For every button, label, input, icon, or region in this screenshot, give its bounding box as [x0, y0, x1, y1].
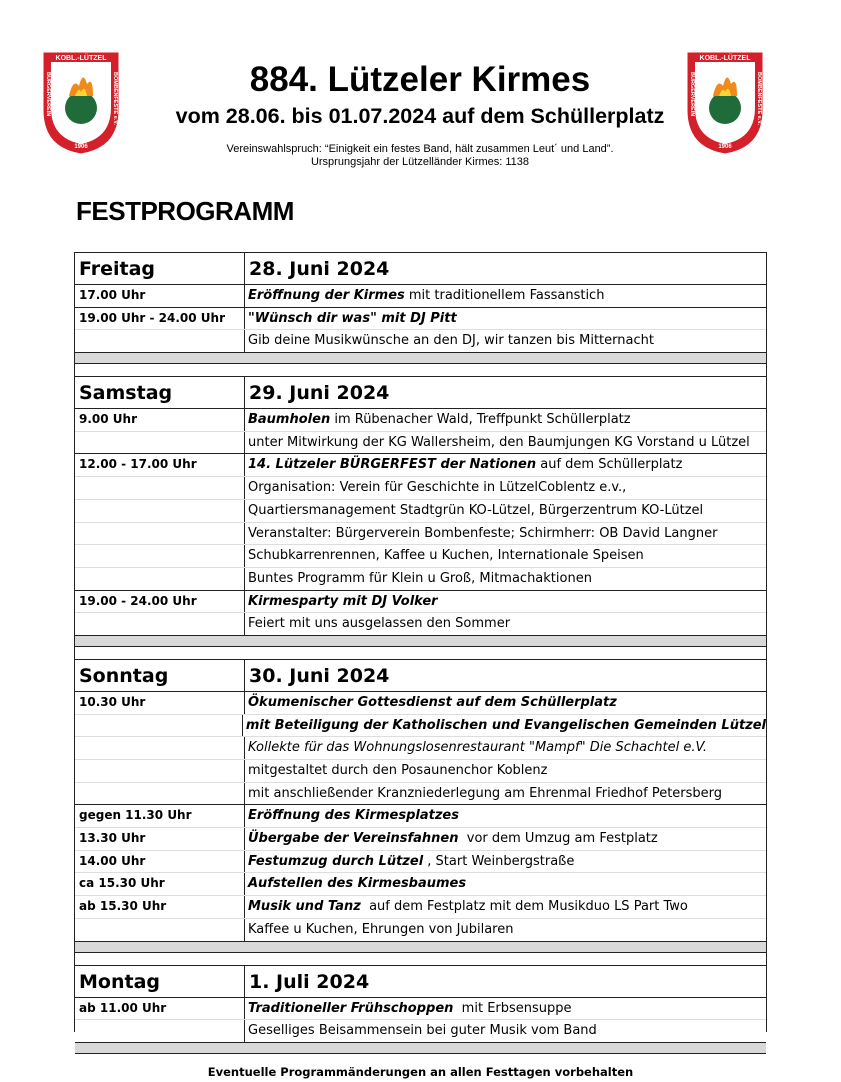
time-cell [75, 432, 245, 454]
day-block [75, 253, 766, 364]
event-title: Eröffnung des Kirmesplatzes [248, 808, 459, 824]
program-row [75, 523, 766, 546]
event-detail: Buntes Programm für Klein u Groß, Mitmachaktionen [248, 570, 592, 586]
program-row [75, 409, 766, 432]
event-title: Eröffnung der Kirmes [248, 288, 405, 303]
time-cell: 19.00 Uhr - 24.00 Uhr [75, 308, 245, 330]
program-row [75, 851, 766, 874]
event-title: Traditioneller Frühschoppen [248, 1000, 454, 1016]
day-header [75, 966, 766, 998]
event-title: Ökumenischer Gottesdienst auf dem Schüllerplatz [248, 694, 617, 710]
program-row [75, 330, 766, 353]
motto-text: Vereinswahlspruch: “Einigkeit ein festes Band, hält zusammen Leut´ und Land”. [226, 143, 614, 155]
event-detail: Gib deine Musikwünsche an den DJ, wir tanzen bis Mitternacht [248, 333, 654, 349]
time-cell: 19.00 - 24.00 Uhr [75, 591, 245, 613]
event-cell [245, 500, 766, 522]
event-detail: auf dem Festplatz mit dem Musikduo LS Part Two [360, 899, 688, 915]
event-cell [245, 477, 766, 499]
time-cell [75, 760, 245, 782]
event-cell [245, 523, 766, 545]
event-cell [245, 330, 766, 352]
event-detail: , Start Weinbergstraße [423, 853, 575, 869]
day-header [75, 660, 766, 692]
program-row [75, 715, 766, 738]
time-cell [75, 545, 245, 567]
event-title: Baumholen [248, 412, 331, 428]
event-cell [245, 919, 766, 941]
svg-text:KOBL.-LÜTZEL: KOBL.-LÜTZEL [55, 55, 107, 62]
event-cell [245, 285, 766, 307]
time-cell [75, 330, 245, 352]
time-cell: gegen 11.30 Uhr [75, 805, 245, 827]
event-detail: Kaffee u Kuchen, Ehrungen von Jubilaren [248, 921, 514, 937]
day-spacer [75, 364, 766, 377]
event-title: mit Beteiligung der Katholischen und Evangelischen Gemeinden Lützel [245, 717, 766, 733]
program-row [75, 737, 766, 760]
day-name: Freitag [75, 253, 245, 284]
time-cell: 14.00 Uhr [75, 851, 245, 873]
program-row [75, 591, 766, 614]
time-cell: 9.00 Uhr [75, 409, 245, 431]
program-table [74, 252, 767, 1079]
event-cell [245, 1020, 766, 1042]
program-row [75, 545, 766, 568]
svg-text:BÜRGERVEREIN: BÜRGERVEREIN [689, 72, 695, 117]
time-cell: ab 11.00 Uhr [75, 998, 245, 1020]
program-row [75, 998, 766, 1021]
day-header [75, 253, 766, 285]
program-row [75, 308, 766, 331]
event-cell [245, 760, 766, 782]
event-title: 14. Lützeler BÜRGERFEST der Nationen [248, 457, 537, 473]
svg-text:1906: 1906 [718, 144, 732, 150]
event-note: Kollekte für das Wohnungslosenrestaurant "Mampf" Die Schachtel e.V. [248, 740, 707, 756]
event-detail: mitgestaltet durch den Posaunenchor Koblenz [248, 763, 548, 778]
event-detail: vor dem Umzug am Festplatz [458, 831, 658, 847]
time-cell [75, 613, 245, 635]
day-block [75, 377, 766, 647]
time-cell: ab 15.30 Uhr [75, 896, 245, 918]
time-cell [75, 568, 245, 590]
day-spacer [75, 953, 766, 966]
time-cell [75, 1020, 245, 1042]
day-separator [75, 1043, 766, 1054]
svg-text:BOMBENFESTE e.V.: BOMBENFESTE e.V. [756, 72, 762, 125]
program-row [75, 500, 766, 523]
event-cell [243, 715, 766, 737]
event-detail: Feiert mit uns ausgelassen den Sommer [248, 616, 511, 632]
event-detail: mit traditionellem Fassanstich [404, 288, 605, 303]
program-row [75, 828, 766, 851]
program-row [75, 613, 766, 636]
event-cell [245, 591, 766, 613]
program-row [75, 896, 766, 919]
motto-block [140, 143, 700, 169]
program-heading: FESTPROGRAMM [76, 196, 294, 226]
day-spacer [75, 647, 766, 660]
time-cell [75, 715, 243, 737]
event-cell [245, 998, 766, 1020]
time-cell [75, 737, 245, 759]
program-row [75, 873, 766, 896]
program-row [75, 454, 766, 477]
event-title: Aufstellen des Kirmesbaumes [248, 876, 467, 892]
program-row [75, 692, 766, 715]
time-cell [75, 500, 245, 522]
svg-text:1906: 1906 [74, 144, 88, 150]
event-detail: mit anschließender Kranzniederlegung am Ehrenmal Friedhof Petersberg [248, 785, 723, 801]
page-subtitle: vom 28.06. bis 01.07.2024 auf dem Schüllerplatz [175, 104, 665, 128]
event-title: "Wünsch dir was" mit DJ Pitt [248, 310, 457, 326]
day-separator [75, 942, 766, 953]
event-title: Übergabe der Vereinsfahnen [248, 831, 459, 847]
time-cell [75, 919, 245, 941]
event-detail: Veranstalter: Bürgerverein Bombenfeste; Schirmherr: OB David Langner [248, 525, 718, 541]
day-name: Montag [75, 966, 245, 997]
program-row [75, 783, 766, 806]
event-cell [245, 873, 766, 895]
event-cell [245, 896, 766, 918]
event-detail: mit Erbsensuppe [453, 1000, 572, 1016]
program-row [75, 477, 766, 500]
time-cell: 13.30 Uhr [75, 828, 245, 850]
day-separator [75, 636, 766, 647]
event-title: Musik und Tanz [248, 899, 361, 915]
event-detail: im Rübenacher Wald, Treffpunkt Schüllerplatz [330, 412, 631, 428]
event-cell [245, 737, 766, 759]
event-title: Festumzug durch Lützel [248, 853, 424, 869]
svg-text:BÜRGERVEREIN: BÜRGERVEREIN [45, 72, 51, 117]
event-detail: Quartiersmanagement Stadtgrün KO-Lützel, Bürgerzentrum KO-Lützel [248, 502, 704, 518]
day-block [75, 660, 766, 953]
day-date: 1. Juli 2024 [249, 970, 370, 993]
day-name: Sonntag [75, 660, 245, 691]
logo-left [39, 48, 123, 156]
event-cell [245, 613, 766, 635]
event-cell [245, 851, 766, 873]
program-row [75, 432, 766, 455]
time-cell [75, 523, 245, 545]
program-row [75, 760, 766, 783]
event-detail: unter Mitwirkung der KG Wallersheim, den Baumjungen KG Vorstand u Lützel [248, 434, 750, 450]
event-cell [245, 805, 766, 827]
time-cell: 12.00 - 17.00 Uhr [75, 454, 245, 476]
event-title: Kirmesparty mit DJ Volker [248, 593, 438, 609]
time-cell: 10.30 Uhr [75, 692, 245, 714]
svg-text:KOBL.-LÜTZEL: KOBL.-LÜTZEL [699, 55, 751, 62]
origin-text: Ursprungsjahr der Lützelländer Kirmes: 1138 [310, 156, 530, 168]
day-header [75, 377, 766, 409]
event-detail: Geselliges Beisammensein bei guter Musik vom Band [248, 1023, 597, 1039]
event-cell [245, 783, 766, 805]
footer-note: Eventuelle Programmänderungen an allen Festtagen vorbehalten [207, 1064, 634, 1079]
event-cell [245, 432, 766, 454]
day-separator [75, 353, 766, 364]
day-date: 29. Juni 2024 [249, 382, 390, 405]
day-date: 28. Juni 2024 [249, 258, 390, 280]
time-cell [75, 477, 245, 499]
event-detail: Schubkarrenrennen, Kaffee u Kuchen, Internationale Speisen [248, 548, 644, 564]
day-block [75, 966, 766, 1054]
event-cell [245, 545, 766, 567]
page-title: 884. Lützeler Kirmes [249, 60, 591, 99]
event-cell [245, 454, 766, 476]
day-date: 30. Juni 2024 [249, 664, 390, 687]
program-row [75, 285, 766, 308]
program-row [75, 805, 766, 828]
event-detail: Organisation: Verein für Geschichte in LützelCoblentz e.v., [248, 480, 627, 496]
event-cell [245, 568, 766, 590]
time-cell [75, 783, 245, 805]
program-row [75, 568, 766, 591]
event-cell [245, 308, 766, 330]
day-name: Samstag [75, 377, 245, 408]
svg-text:BOMBENFESTE e.V.: BOMBENFESTE e.V. [112, 72, 118, 125]
event-cell [245, 692, 766, 714]
event-cell [245, 828, 766, 850]
time-cell: 17.00 Uhr [75, 285, 245, 307]
time-cell: ca 15.30 Uhr [75, 873, 245, 895]
program-row [75, 919, 766, 942]
event-detail: auf dem Schüllerplatz [536, 457, 683, 473]
event-cell [245, 409, 766, 431]
